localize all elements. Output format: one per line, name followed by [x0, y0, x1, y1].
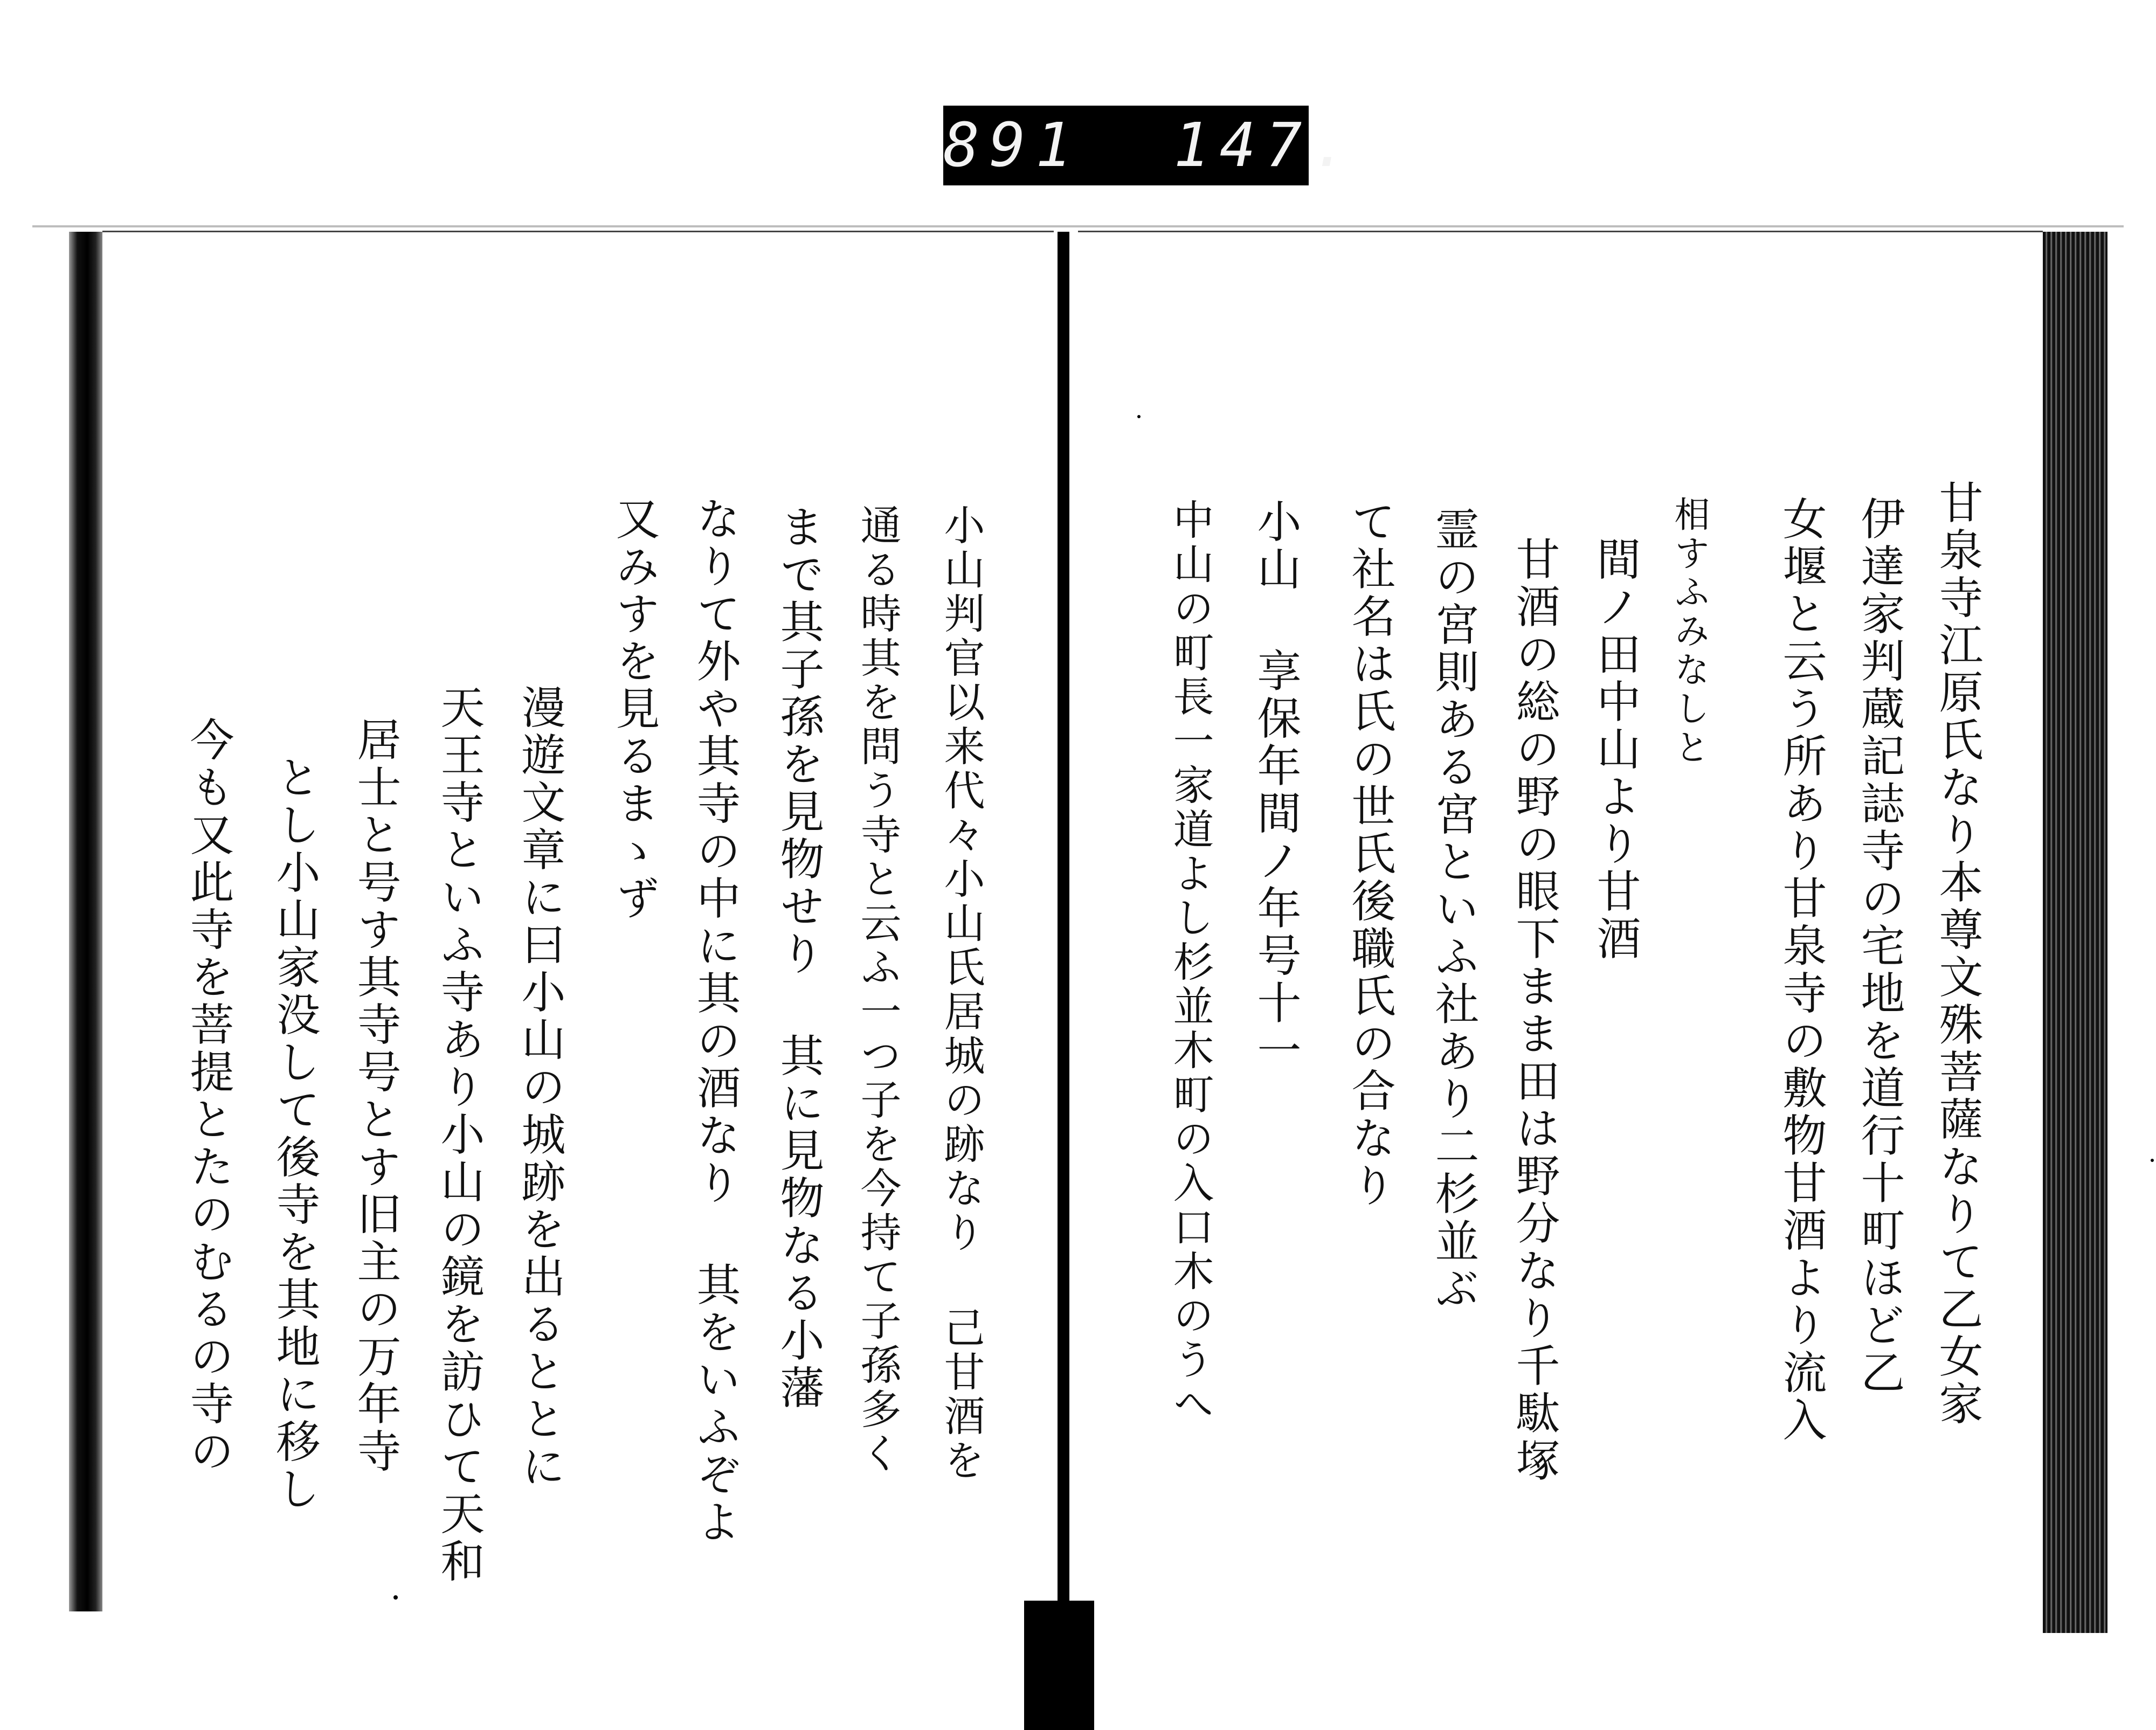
- text-column: 小山判官以来代々小山氏居城の跡なり 己甘酒を: [937, 504, 985, 1483]
- text-column: 中山の町長一家道よし杉並木町の入口木のうへ: [1166, 499, 1214, 1427]
- text-column: 今も又此寺を菩提とたのむるの寺の: [183, 717, 234, 1476]
- text-column: 漫遊文章に曰小山の城跡を出るととに: [514, 684, 565, 1491]
- book-gutter: [1058, 232, 1069, 1601]
- text-column: まで其子孫を見物せり 其に見物なる小藩: [773, 504, 824, 1412]
- text-column: とし小山家没して後寺を其地に移し: [269, 755, 320, 1513]
- text-column: て社名は氏の世氏後職氏の合なり: [1344, 499, 1395, 1210]
- book-gutter-foot: [1024, 1601, 1094, 1730]
- text-column: 相すふみなしと: [1668, 496, 1710, 767]
- text-column: 女堰と云う所あり甘泉寺の敷物甘酒より流入: [1775, 496, 1827, 1444]
- right-page-fore-edge: [2043, 232, 2107, 1633]
- ink-speck: [393, 1595, 398, 1600]
- frame-number-label: 891 147.: [943, 106, 1309, 185]
- text-column: 通る時其を問う寺と云ふ一つ子を今持て子孫多く: [854, 504, 902, 1476]
- text-column: 天王寺といふ寺あり小山の鏡を訪ひて天和: [433, 684, 485, 1586]
- text-column: 霊の宮則ある宮といふ社あり二杉並ぶ: [1428, 507, 1479, 1313]
- book-top-edge: [32, 225, 2124, 227]
- ink-speck: [1137, 415, 1141, 418]
- text-column: 又みすを見るまゝず: [609, 496, 660, 923]
- text-column: なりて外や其寺の中に其の酒なり 其をいふぞよ: [689, 496, 741, 1546]
- text-column: 間ノ田中山より甘酒: [1590, 536, 1641, 963]
- ink-speck: [2151, 1159, 2154, 1162]
- text-column: 小山 享保年間ノ年号十一: [1250, 499, 1301, 1075]
- text-column: 居士と号す其寺号とす旧主の万年寺: [350, 717, 401, 1476]
- left-page: [102, 231, 1054, 1628]
- text-column: 伊達家判蔵記誌寺の宅地を道行十町ほど乙: [1854, 496, 1905, 1397]
- left-page-edge: [69, 232, 102, 1611]
- text-column: 甘酒の総の野の眼下まま田は野分なり千駄塚: [1509, 536, 1560, 1485]
- text-column: 甘泉寺江原氏なり本尊文殊菩薩なりて乙女家: [1932, 480, 1983, 1428]
